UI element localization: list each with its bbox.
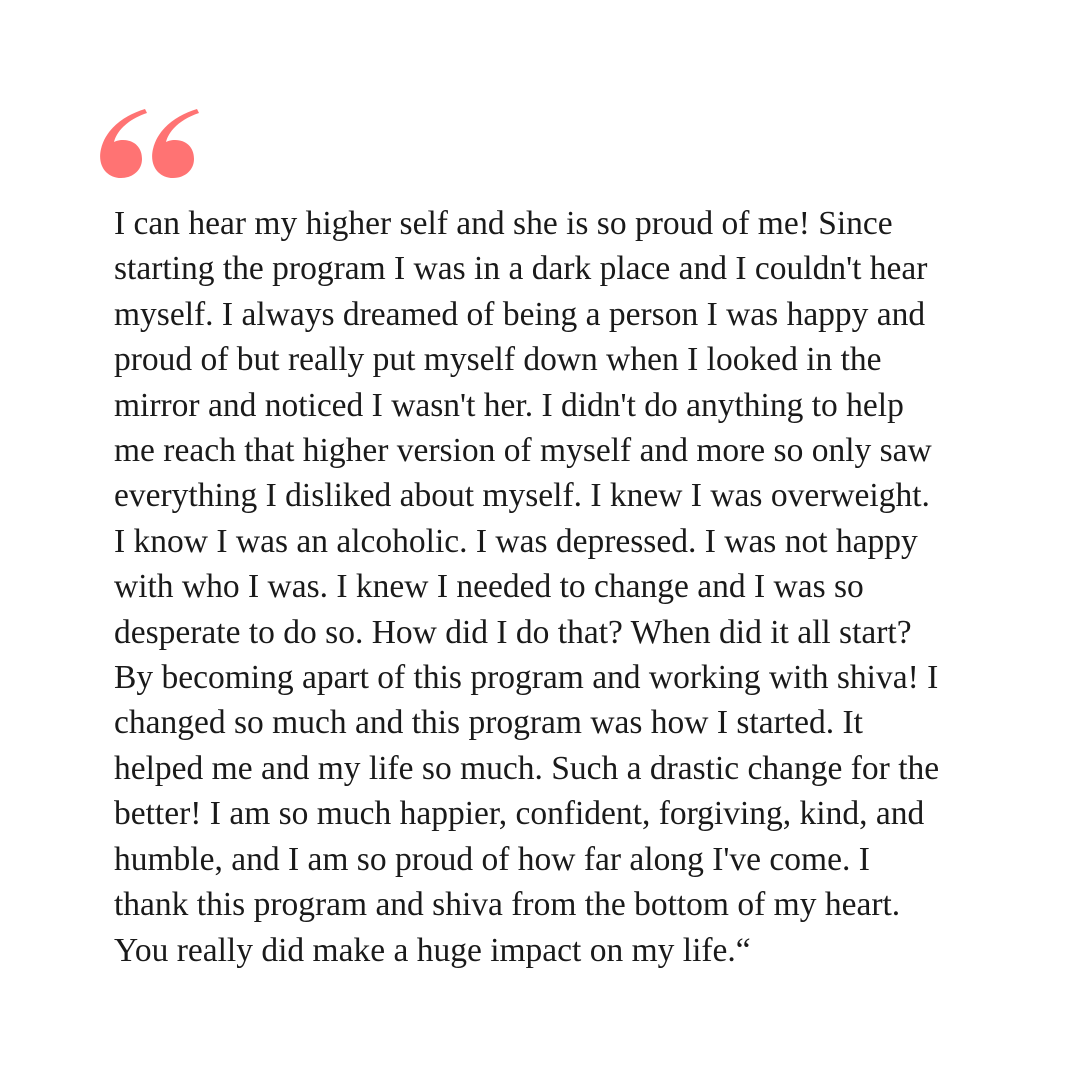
quote-line: humble, and I am so proud of how far along I've come. I	[114, 840, 870, 878]
quote-line: I can hear my higher self and she is so proud of me! Since	[114, 205, 893, 242]
quote-line: You really did make a huge impact on my life.“	[114, 931, 751, 969]
quote-line: I know I was an alcoholic. I was depressed. I was not happy	[114, 522, 918, 560]
quote-line: By becoming apart of this program and working with shiva! I	[114, 659, 939, 697]
quote-line: everything I disliked about myself. I knew I was overweight.	[114, 477, 930, 515]
quote-line: better! I am so much happier, confident, forgiving, kind, and	[114, 795, 925, 833]
quote-line: starting the program I was in a dark place and I couldn't hear	[114, 250, 928, 288]
quote-line: proud of but really put myself down when I looked in the	[114, 341, 882, 379]
quote-line: helped me and my life so much. Such a drastic change for the	[114, 749, 940, 787]
quote-line: thank this program and shiva from the bottom of my heart.	[114, 886, 901, 924]
quote-line: with who I was. I knew I needed to change and I was so	[114, 568, 864, 606]
quote-line: changed so much and this program was how I started. It	[114, 704, 863, 742]
quote-line: mirror and noticed I wasn't her. I didn't do anything to help	[114, 386, 904, 424]
testimonial-quote-text	[114, 201, 994, 973]
quote-line: myself. I always dreamed of being a person I was happy and	[114, 295, 926, 333]
quote-line: me reach that higher version of myself and more so only saw	[114, 432, 932, 470]
quote-line: desperate to do so. How did I do that? When did it all start?	[114, 613, 912, 651]
open-quote-icon	[98, 104, 202, 182]
